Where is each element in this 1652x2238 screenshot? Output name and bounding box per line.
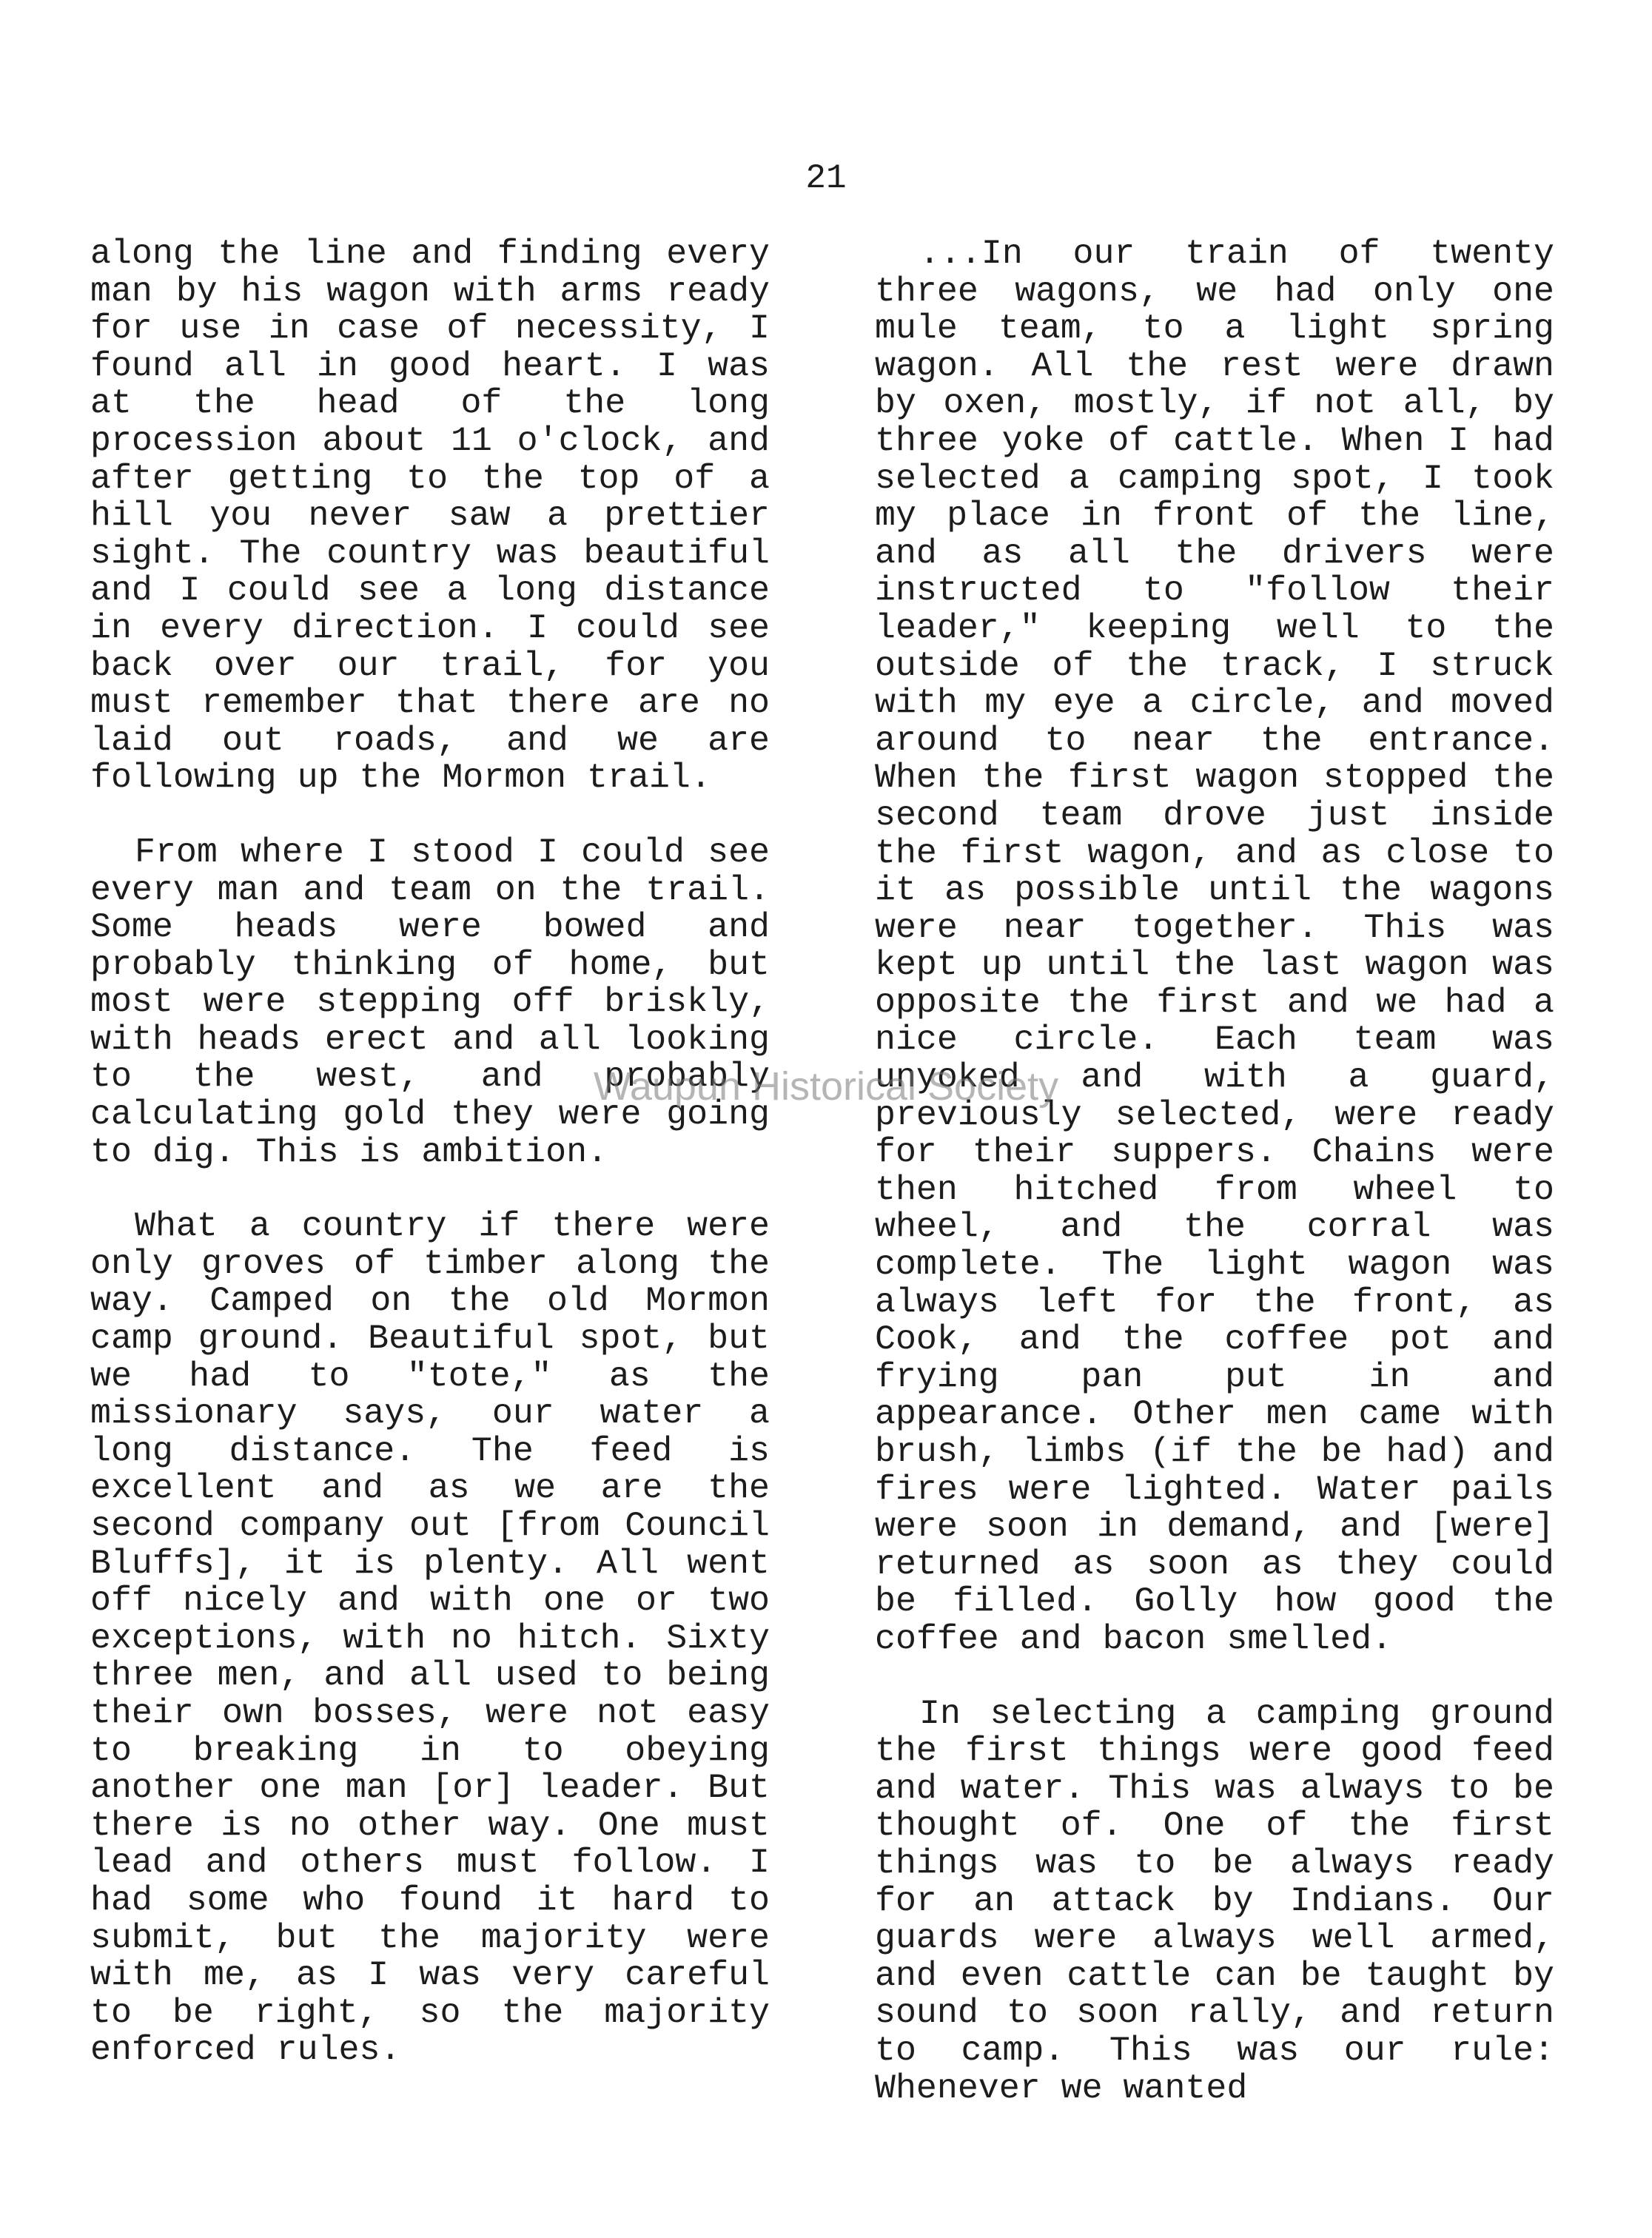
left-column — [90, 235, 770, 2106]
left-paragraph-3: What a country if there were only groves of timber along the way. Camped on the old Mormon camp ground. Beautiful spot, but we had to "tote," as the missionary says, our water a long distance. The feed is excellent and as we are the second company out [from Council Bluffs], it is plenty. All went off nicely and with one or two exceptions, with no hitch. Sixty three men, and all used to being their own bosses, were not easy to breaking in to obeying another one man [or] leader. But there is no other way. One must lead and others must follow. I had some who found it hard to submit, but the majority were with me, as I was very careful to be right, so the majority enforced rules. — [90, 1206, 770, 2070]
right-paragraph-1: ...In our train of twenty three wagons, we had only one mule team, to a light spring wagon. All the rest were drawn by oxen, mostly, if not all, by three yoke of cattle. When I had selected a camping spot, I took my place in front of the line, and as all the drivers were instructed to "follow their leader," keeping well to the outside of the track, I struck with my eye a circle, and moved around to near the entrance. When the first wagon stopped the second team drove just inside the first wagon, and as close to it as possible until the wagons were near together. This was kept up until the last wagon was opposite the first and we had a nice circle. Each team was unyoked and with a guard, previously selected, were ready for their suppers. Chains were then hitched from wheel to wheel, and the corral was complete. The light wagon was always left for the front, as Cook, and the coffee pot and frying pan put in and appearance. Other men came with brush, limbs (if the be had) and fires were lighted. Water pails were soon in demand, and [were] returned as soon as they could be filled. Golly how good the coffee and bacon smelled. — [875, 234, 1554, 1659]
left-paragraph-1: along the line and finding every man by his wagon with arms ready for use in case of necessity, I found all in good heart. I was at the head of the long procession about 11 o'clock, and after getting to the top of a hill you never saw a prettier sight. The country was beautiful and I could see a long distance in every direction. I could see back over our trail, for you must remember that there are no laid out roads, and we are following up the Mormon trail. — [90, 234, 770, 798]
watermark-text: Waupun Historical Society — [593, 1064, 1059, 1109]
right-column — [875, 235, 1554, 2144]
page-number: 21 — [805, 159, 847, 198]
left-paragraph-2: From where I stood I could see every man and team on the trail. Some heads were bowed and probably thinking of home, but most were stepping off briskly, with heads erect and all looking to the west, and probably calculating gold they were going to dig. This is ambition. — [90, 832, 770, 1172]
right-paragraph-2: In selecting a camping ground the first things were good feed and water. This was always to be thought of. One of the first things was to be always ready for an attack by Indians. Our guards were always well armed, and even cattle can be taught by sound to soon rally, and return to camp. This was our rule: Whenever we wanted — [875, 1693, 1554, 2108]
